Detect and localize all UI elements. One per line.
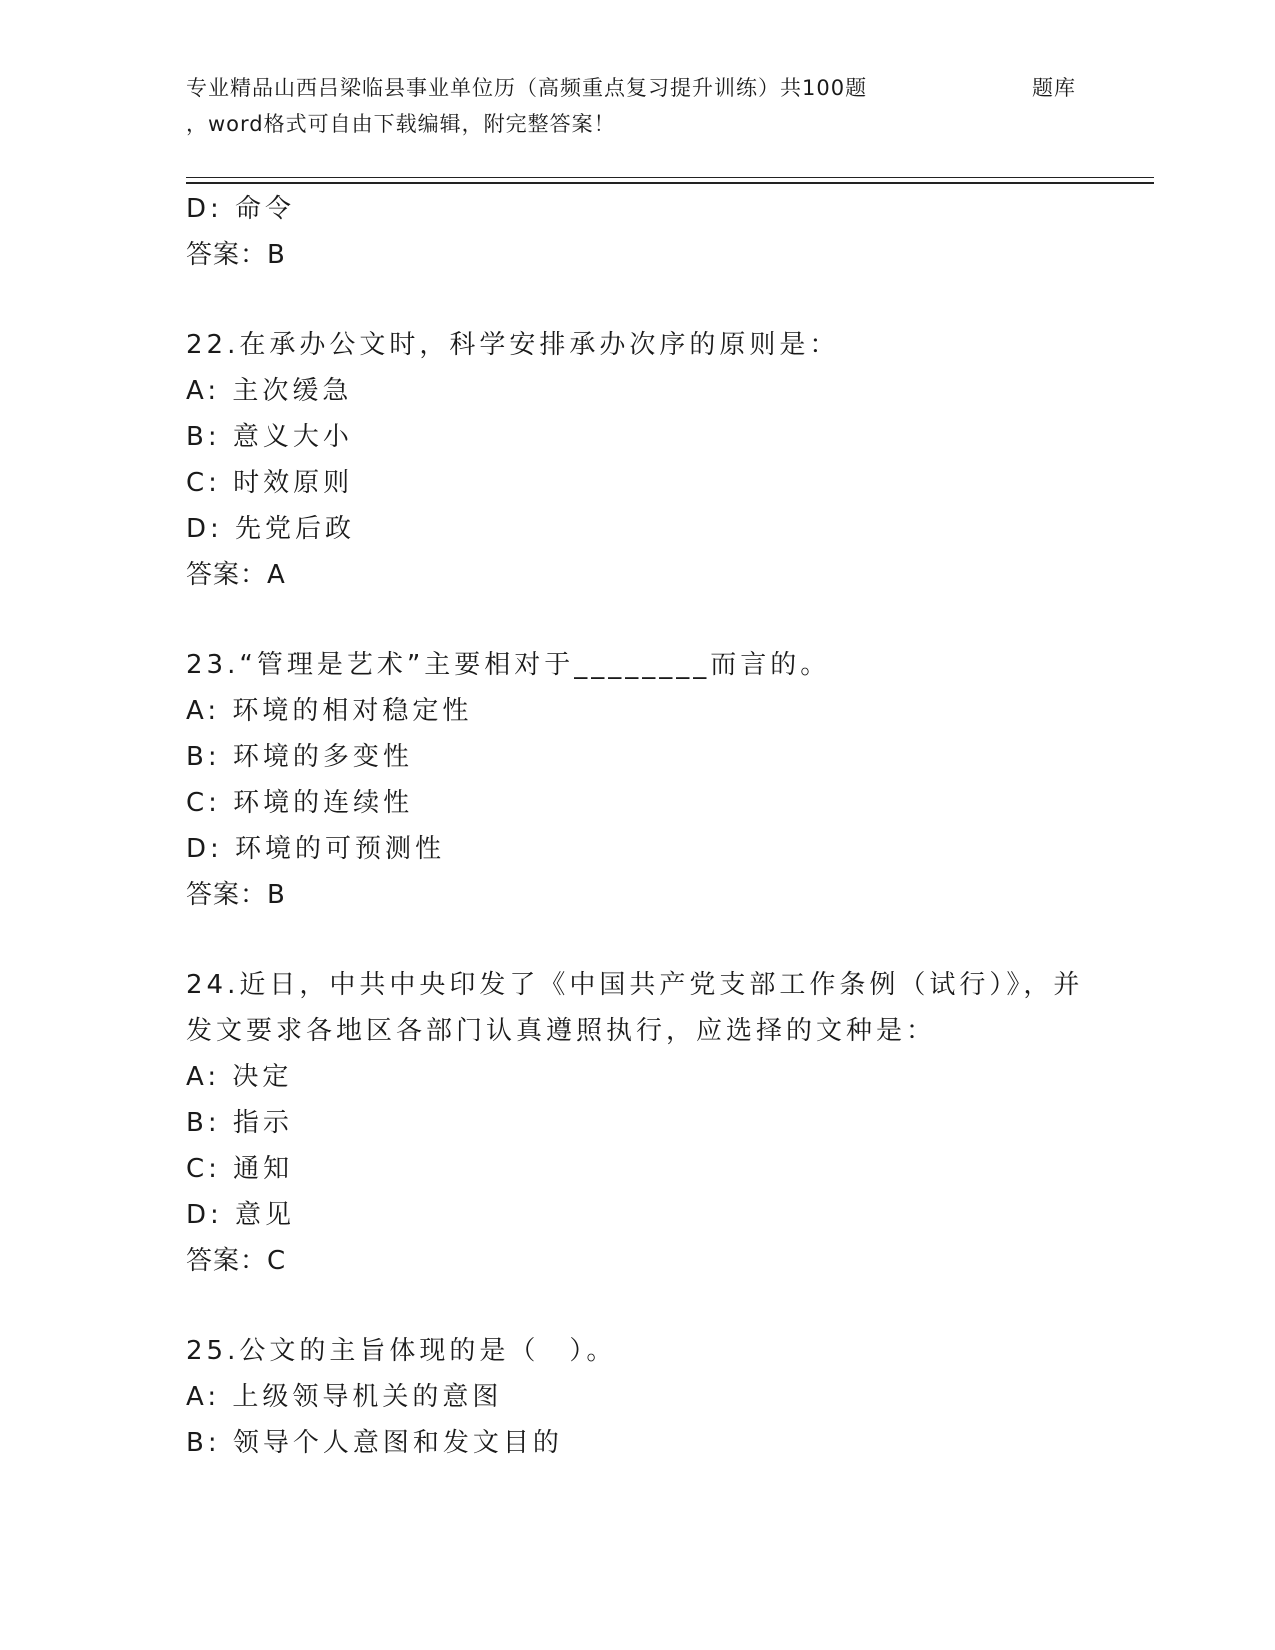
header-divider-thick <box>186 182 1154 184</box>
option-a: A: 决定 <box>186 1062 293 1092</box>
question-stem: 23.“管理是艺术”主要相对于________而言的。 <box>186 650 831 680</box>
header-divider-thin <box>186 177 1154 178</box>
option-b: B: 环境的多变性 <box>186 742 413 772</box>
option-a: A: 上级领导机关的意图 <box>186 1382 503 1412</box>
answer-line: 答案：B <box>186 240 286 270</box>
option-b: B: 意义大小 <box>186 422 353 452</box>
option-a: A: 主次缓急 <box>186 376 353 406</box>
document-title: 专业精品山西吕梁临县事业单位历（高频重点复习提升训练）共100题 <box>186 76 868 100</box>
question-block-24 <box>186 962 1086 1284</box>
option-c: C: 环境的连续性 <box>186 788 414 818</box>
question-block-23 <box>186 642 1086 918</box>
option-b: B: 领导个人意图和发文目的 <box>186 1428 563 1458</box>
page-header <box>186 72 1146 142</box>
question-stem-line-2: 发文要求各地区各部门认真遵照执行，应选择的文种是： <box>186 1016 937 1046</box>
option-d: D: 命令 <box>186 194 296 224</box>
question-stem: 22.在承办公文时，科学安排承办次序的原则是： <box>186 330 840 360</box>
question-block-25 <box>186 1328 1086 1466</box>
option-d: D: 意见 <box>186 1200 296 1230</box>
document-subtitle: ，word格式可自由下载编辑，附完整答案！ <box>186 112 616 136</box>
header-tag: 题库 <box>1032 76 1076 100</box>
option-b: B: 指示 <box>186 1108 293 1138</box>
answer-line: 答案：C <box>186 1246 287 1276</box>
option-c: C: 时效原则 <box>186 468 354 498</box>
question-block-21-tail <box>186 186 1086 278</box>
option-a: A: 环境的相对稳定性 <box>186 696 473 726</box>
question-stem: 25.公文的主旨体现的是（ ）。 <box>186 1336 617 1366</box>
answer-line: 答案：A <box>186 560 286 590</box>
question-block-22 <box>186 322 1086 598</box>
question-stem-line-1: 24.近日，中共中央印发了《中国共产党支部工作条例（试行）》，并 <box>186 970 1084 1000</box>
option-d: D: 先党后政 <box>186 514 356 544</box>
question-list <box>186 186 1086 1466</box>
option-d: D: 环境的可预测性 <box>186 834 446 864</box>
option-c: C: 通知 <box>186 1154 294 1184</box>
answer-line: 答案：B <box>186 880 286 910</box>
